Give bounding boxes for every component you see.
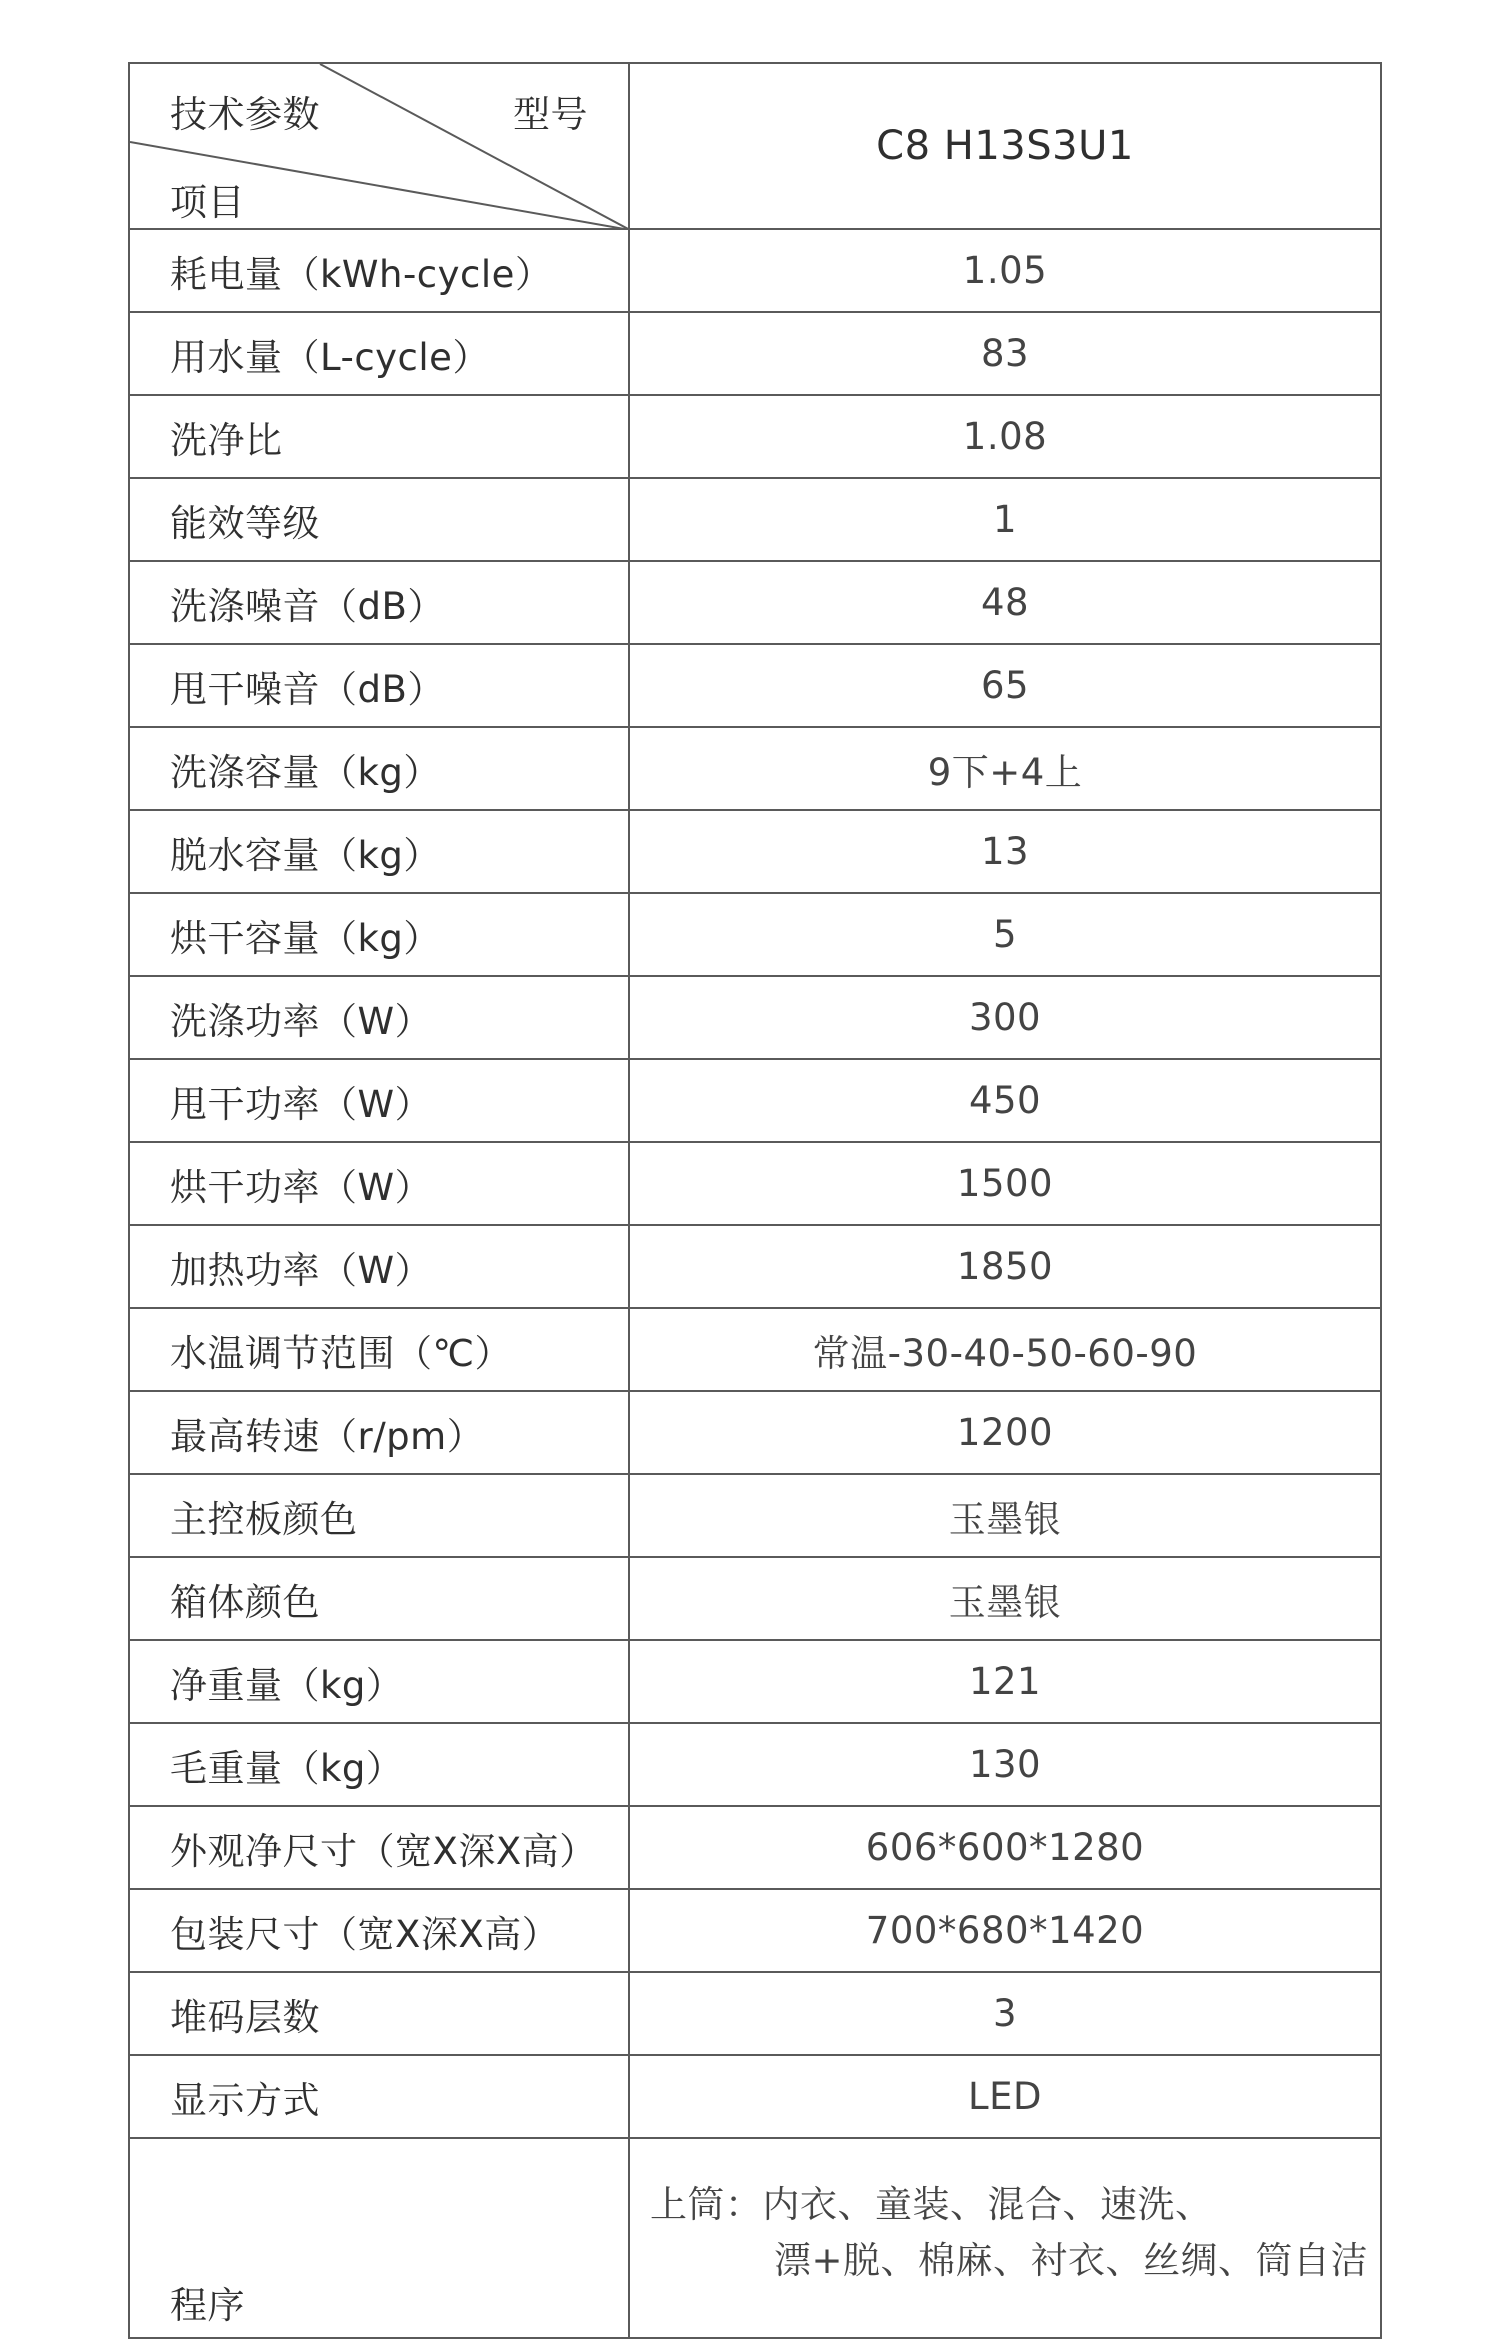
param-label: 最高转速（r/pm） (129, 1391, 629, 1474)
table-row (129, 1972, 1381, 2055)
program-line-2: 漂+脱、棉麻、衬衣、丝绸、筒自洁 (774, 2239, 1369, 2282)
header-row (129, 63, 1381, 229)
program-line-1: 上筒：内衣、童装、混合、速洗、 (650, 2183, 1213, 2226)
param-label: 用水量（L-cycle） (129, 312, 629, 395)
table-row (129, 1806, 1381, 1889)
tech-params-label: 技术参数 (170, 93, 320, 136)
table-row (129, 395, 1381, 478)
param-value: 3 (629, 1972, 1381, 2055)
model-value: C8 H13S3U1 (629, 63, 1381, 229)
param-label: 主控板颜色 (129, 1474, 629, 1557)
table-row (129, 893, 1381, 976)
param-label: 净重量（kg） (129, 1640, 629, 1723)
param-value: 1200 (629, 1391, 1381, 1474)
param-value: 83 (629, 312, 1381, 395)
param-label: 水温调节范围（℃） (129, 1308, 629, 1391)
table-row (129, 976, 1381, 1059)
param-value: 130 (629, 1723, 1381, 1806)
table-row (129, 1557, 1381, 1640)
param-value: 常温-30-40-50-60-90 (629, 1308, 1381, 1391)
param-value: 300 (629, 976, 1381, 1059)
table-row (129, 1308, 1381, 1391)
param-label: 洗涤容量（kg） (129, 727, 629, 810)
table-row (129, 1474, 1381, 1557)
item-label: 项目 (170, 181, 245, 224)
table-row (129, 727, 1381, 810)
table-row (129, 1889, 1381, 1972)
param-value: 玉墨银 (629, 1557, 1381, 1640)
param-label: 洗净比 (129, 395, 629, 478)
table-row (129, 1225, 1381, 1308)
param-label: 外观净尺寸（宽X深X高） (129, 1806, 629, 1889)
param-value: 1.08 (629, 395, 1381, 478)
param-label: 洗涤噪音（dB） (129, 561, 629, 644)
param-value: 450 (629, 1059, 1381, 1142)
param-value: 65 (629, 644, 1381, 727)
param-value: 1850 (629, 1225, 1381, 1308)
param-value: 48 (629, 561, 1381, 644)
diagonal-header-cell (129, 63, 629, 229)
param-label: 洗涤功率（W） (129, 976, 629, 1059)
param-label: 脱水容量（kg） (129, 810, 629, 893)
program-row (129, 2138, 1381, 2338)
program-value (629, 2138, 1381, 2338)
table-row (129, 1640, 1381, 1723)
param-label: 包装尺寸（宽X深X高） (129, 1889, 629, 1972)
param-label: 耗电量（kWh-cycle） (129, 229, 629, 312)
spec-table (128, 62, 1382, 2339)
param-label: 甩干功率（W） (129, 1059, 629, 1142)
table-row (129, 1391, 1381, 1474)
table-row (129, 1142, 1381, 1225)
param-value: LED (629, 2055, 1381, 2138)
table-row (129, 810, 1381, 893)
param-value: 1500 (629, 1142, 1381, 1225)
table-row (129, 1059, 1381, 1142)
param-label: 堆码层数 (129, 1972, 629, 2055)
param-label: 毛重量（kg） (129, 1723, 629, 1806)
table-row (129, 1723, 1381, 1806)
table-row (129, 312, 1381, 395)
param-value: 606*600*1280 (629, 1806, 1381, 1889)
param-value: 5 (629, 893, 1381, 976)
program-label: 程序 (129, 2138, 629, 2338)
param-value: 1.05 (629, 229, 1381, 312)
table-row (129, 2055, 1381, 2138)
param-value: 13 (629, 810, 1381, 893)
param-label: 烘干容量（kg） (129, 893, 629, 976)
table-row (129, 561, 1381, 644)
table-row (129, 644, 1381, 727)
param-label: 加热功率（W） (129, 1225, 629, 1308)
param-value: 玉墨银 (629, 1474, 1381, 1557)
table-row (129, 478, 1381, 561)
param-label: 甩干噪音（dB） (129, 644, 629, 727)
param-value: 9下+4上 (629, 727, 1381, 810)
param-label: 烘干功率（W） (129, 1142, 629, 1225)
param-value: 700*680*1420 (629, 1889, 1381, 1972)
param-label: 显示方式 (129, 2055, 629, 2138)
param-value: 121 (629, 1640, 1381, 1723)
spec-table-body (129, 63, 1381, 2338)
table-row (129, 229, 1381, 312)
model-label: 型号 (513, 93, 588, 136)
param-label: 能效等级 (129, 478, 629, 561)
param-label: 箱体颜色 (129, 1557, 629, 1640)
param-value: 1 (629, 478, 1381, 561)
